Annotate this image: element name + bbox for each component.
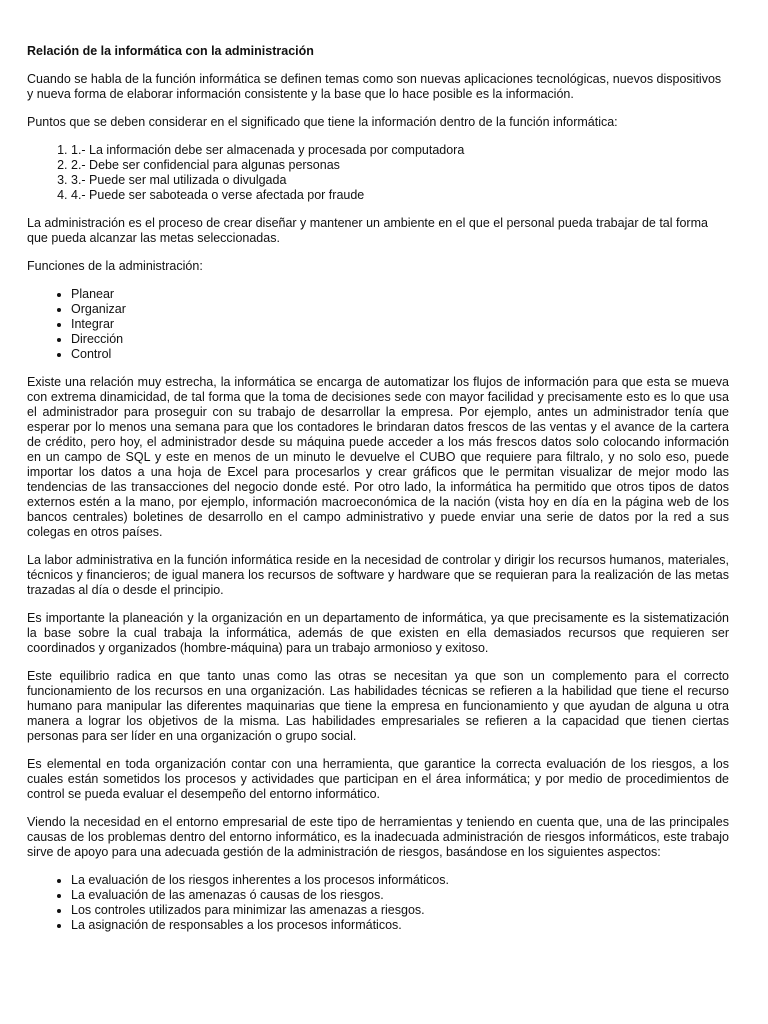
list-item: • La evaluación de los riesgos inherentes a los procesos informáticos.: [71, 873, 729, 888]
list-item: 1. 1.- La información debe ser almacenada y procesada por computadora: [71, 143, 729, 158]
admin-definition: La administración es el proceso de crear diseñar y mantener un ambiente en el que el personal pueda trabajar de tal forma que pueda alcanzar las metas seleccionadas.: [27, 216, 708, 245]
intro-paragraph: Cuando se habla de la función informática se definen temas como son nuevas aplicaciones tecnológicas, nuevos dispositivos y nueva forma de elaborar información consistente y la base que lo hace posible es la información.: [27, 72, 722, 101]
functions-intro: Funciones de la administración:: [27, 259, 203, 273]
list-item: • Planear: [71, 287, 729, 302]
body-paragraph: Existe una relación muy estrecha, la informática se encarga de automatizar los flujos de información para que esta se mueva con extrema dinamicidad, de tal forma que la toma de decisiones sede con mayor facilidad y precisamente esto es lo que usa el administrador para proseguir con su trabajo de desarrollar la empresa. Por ejemplo, antes un administrador tenía que esperar por lo menos una semana para que los contadores le brindaran datos frescos de las ventas y el avance de la cartera de crédito, pero hoy, el administrador desde su máquina puede acceder a los más frescos datos solo colocando información en un campo de SQL y este en menos de un minuto le devuelve el CUBO que requiere para filtralo, y no solo eso, puede importar los datos a una hoja de Excel para procesarlos y crear gráficos que le permitan visualizar de mejor modo las tendencias de las transacciones del negocio donde esté. Por otro lado, la informática ha permitido que otros tipos de datos externos estén a la mano, por ejemplo, información macroeconómica de la nación (vista hoy en día en la página web de los bancos centrales) boletines de desarrollo en el campo administrativo y puede enviar una serie de datos por la red a sus colegas en otros países.: [27, 375, 729, 539]
points-list: [27, 143, 729, 203]
list-item: • Dirección: [71, 332, 729, 347]
body-paragraph: La labor administrativa en la función informática reside en la necesidad de controlar y dirigir los recursos humanos, materiales, técnicos y financieros; de igual manera los recursos de software y hardware que se requieran para la realización de las metas trazadas al día o desde el principio.: [27, 553, 729, 597]
points-intro: Puntos que se deben considerar en el significado que tiene la información dentro de la función informática:: [27, 115, 618, 129]
document-title: Relación de la informática con la administración: [27, 44, 314, 58]
functions-list: [27, 287, 729, 362]
list-item: 4. 4.- Puede ser saboteada o verse afectada por fraude: [71, 188, 729, 203]
body-paragraph: Es elemental en toda organización contar con una herramienta, que garantice la correcta evaluación de los riesgos, a los cuales están sometidos los procesos y actividades que participan en el área informática; y por medio de procedimientos de control se pueda evaluar el desempeño del entorno informático.: [27, 757, 729, 801]
aspects-list: [27, 873, 729, 933]
list-item: • Organizar: [71, 302, 729, 317]
body-paragraph: Viendo la necesidad en el entorno empresarial de este tipo de herramientas y teniendo en cuenta que, una de las principales causas de los problemas dentro del entorno informático, es la inadecuada administración de riesgos informáticos, este trabajo sirve de apoyo para una adecuada gestión de la administración de riesgos, basándose en los siguientes aspectos:: [27, 815, 729, 859]
list-item: 2. 2.- Debe ser confidencial para algunas personas: [71, 158, 729, 173]
body-paragraph: Es importante la planeación y la organización en un departamento de informática, ya que precisamente es la sistematización la base sobre la cual trabaja la informática, además de que existen en ella demasiados recursos que requieren ser coordinados y organizados (hombre-máquina) para un trabajo armonioso y exitoso.: [27, 611, 729, 655]
list-item: • Los controles utilizados para minimizar las amenazas a riesgos.: [71, 903, 729, 918]
body-paragraph: Este equilibrio radica en que tanto unas como las otras se necesitan ya que son un complemento para el correcto funcionamiento de los recursos en una organización. Las habilidades técnicas se refieren a la habilidad que tiene el recurso humano para manipular las diferentes maquinarias que tiene la empresa en funcionamiento y que ayudan de alguna u otra manera a lograr los objetivos de la misma. Las habilidades empresariales se refieren a la capacidad que tienen ciertas personas para ser líder en una organización o grupo social.: [27, 669, 729, 743]
list-item: 3. 3.- Puede ser mal utilizada o divulgada: [71, 173, 729, 188]
list-item: • La evaluación de las amenazas ó causas de los riesgos.: [71, 888, 729, 903]
list-item: • Integrar: [71, 317, 729, 332]
list-item: • Control: [71, 347, 729, 362]
list-item: • La asignación de responsables a los procesos informáticos.: [71, 918, 729, 933]
